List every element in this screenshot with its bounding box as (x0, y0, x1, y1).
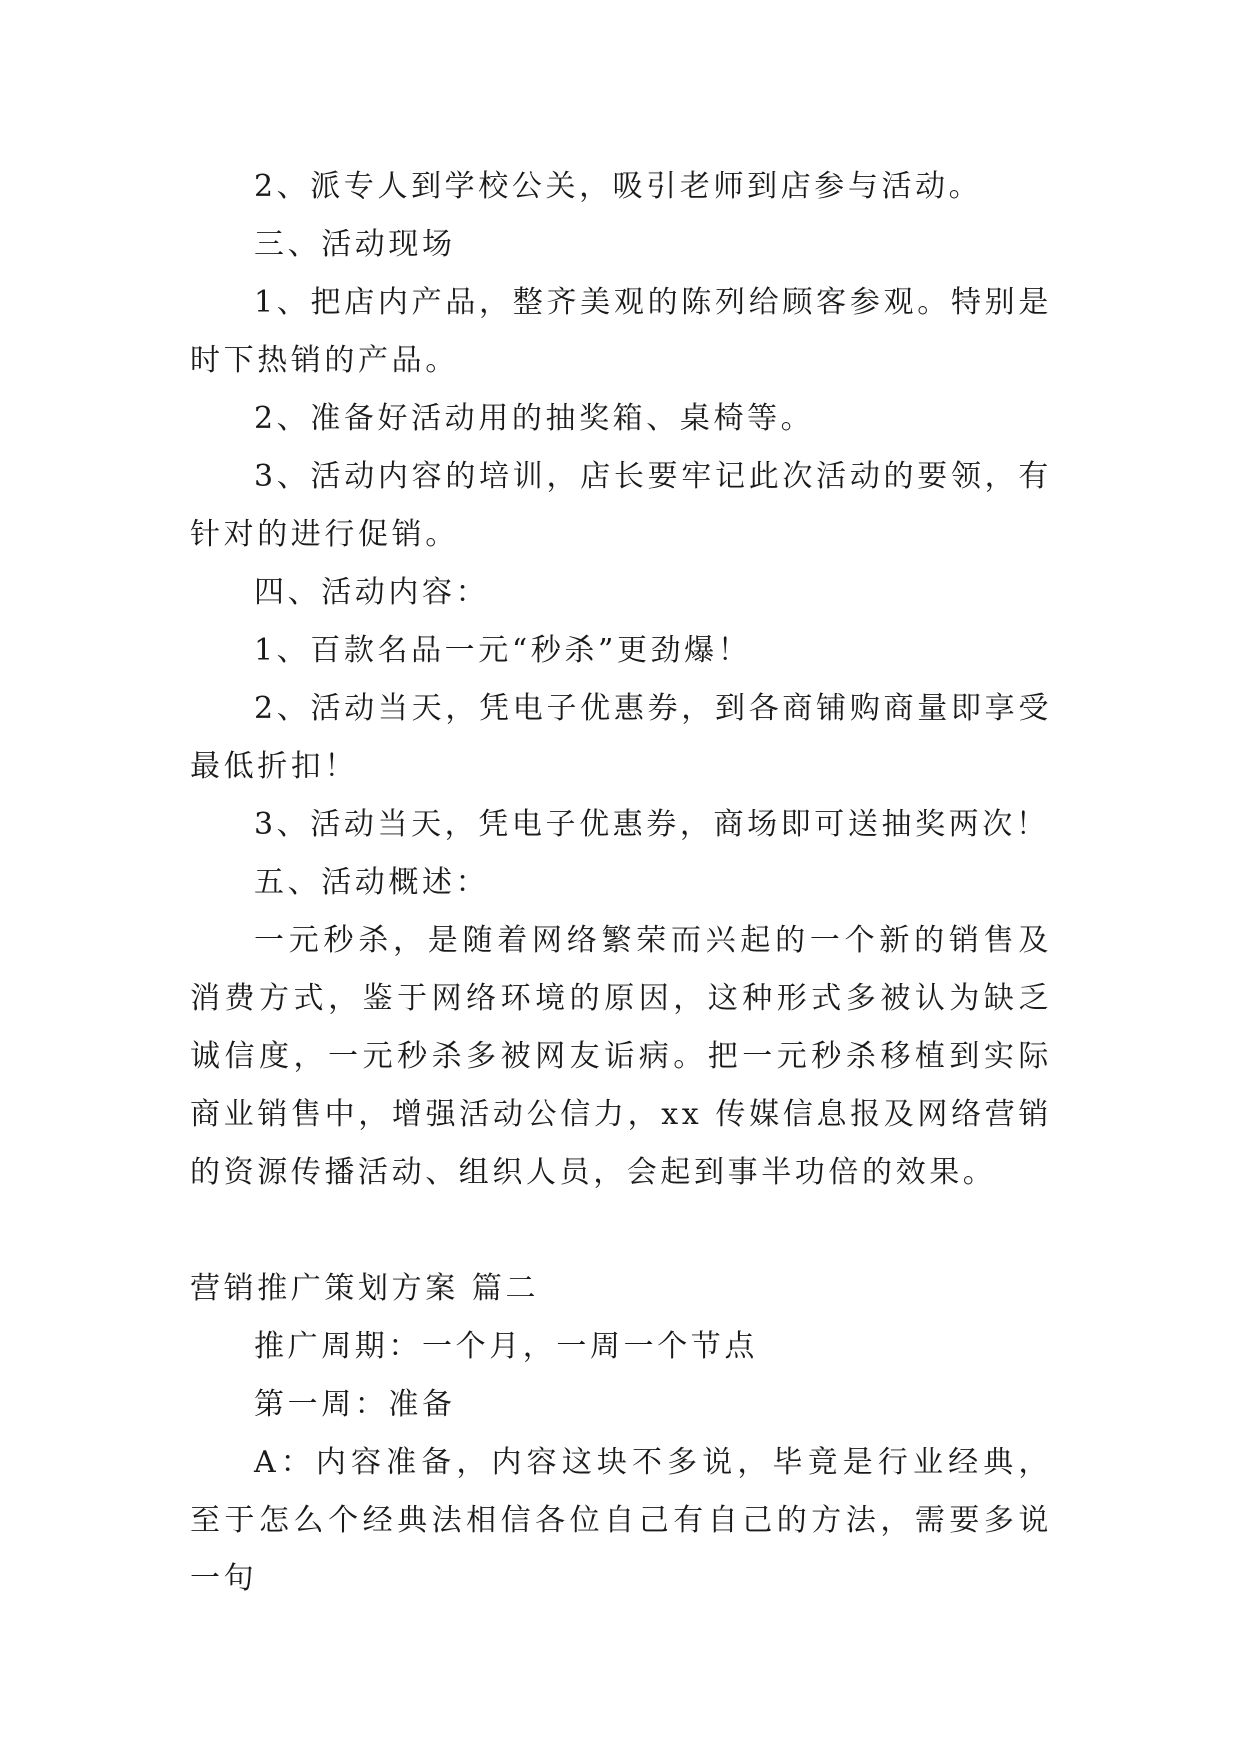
paragraph: 推广周期：一个月，一周一个节点 (254, 1329, 758, 1364)
paragraph: A：内容准备，内容这块不多说，毕竟是行业经典，至于怎么个经典法相信各位自己有自己的方法，需要多说一句 (190, 1445, 1052, 1596)
paragraph: 3、活动内容的培训，店长要牢记此次活动的要领，有针对的进行促销。 (190, 459, 1052, 552)
section-heading: 三、活动现场 (254, 227, 456, 262)
section-spacer (190, 1202, 1052, 1260)
document-body (190, 158, 1052, 1608)
paragraph: 2、准备好活动用的抽奖箱、桌椅等。 (254, 401, 815, 436)
paragraph: 1、百款名品一元“秒杀”更劲爆！ (254, 633, 752, 668)
section-heading: 四、活动内容： (254, 575, 490, 610)
paragraph: 第一周：准备 (254, 1387, 456, 1422)
paragraph: 2、派专人到学校公关，吸引老师到店参与活动。 (254, 169, 983, 204)
paragraph: 2、活动当天，凭电子优惠券，到各商铺购商量即享受最低折扣！ (190, 691, 1052, 784)
paragraph: 3、活动当天，凭电子优惠券，商场即可送抽奖两次！ (254, 807, 1050, 842)
paragraph: 一元秒杀，是随着网络繁荣而兴起的一个新的销售及消费方式，鉴于网络环境的原因，这种形式多被认为缺乏诚信度，一元秒杀多被网友诟病。把一元秒杀移植到实际商业销售中，增强活动公信力，xx 传媒信息报及网络营销的资源传播活动、组织人员，会起到事半功倍的效果。 (190, 923, 1052, 1190)
paragraph: 1、把店内产品，整齐美观的陈列给顾客参观。特别是时下热销的产品。 (190, 285, 1052, 378)
document-section-title: 营销推广策划方案 篇二 (190, 1271, 540, 1306)
section-heading: 五、活动概述： (254, 865, 490, 900)
